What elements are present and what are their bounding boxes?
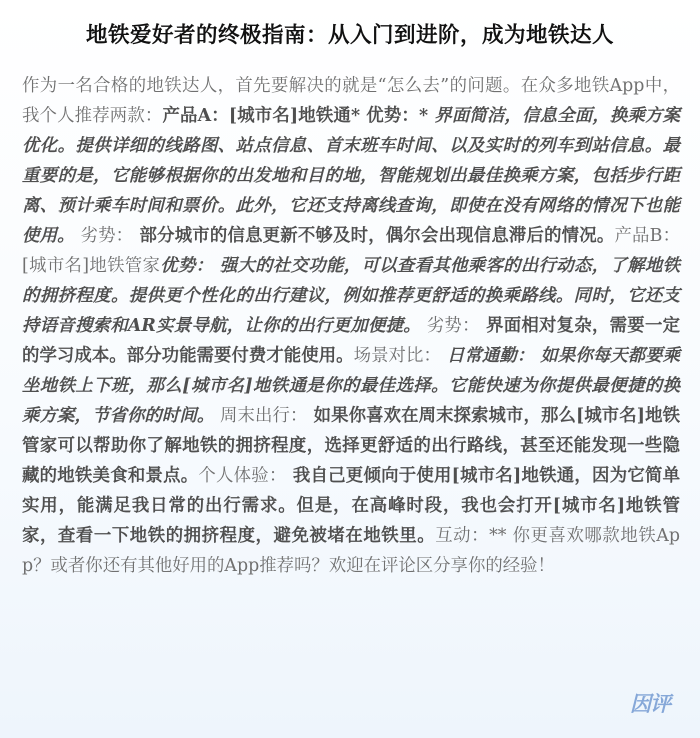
article-text-segment: 个人体验： (198, 466, 287, 486)
article-text-segment: 产品A：[城市名]地铁通* 优势： (162, 106, 419, 126)
article-body (22, 71, 680, 581)
article-text-segment: 劣势： (420, 316, 480, 336)
article-text-segment: 周末出行： (214, 406, 308, 426)
article-text-segment: 我自己更倾向于使用[城市名]地铁通，因为它简单实用，能满足我日常的出行需求。但是，在高峰时段，我也会打开[城市名]地铁管家，查看一下地铁的拥挤程度，避免被堵在地铁里。 (22, 466, 680, 546)
brand-logo: 因评 (630, 692, 670, 716)
article-text-segment: 互动：** 你更喜欢哪款地铁App？或者你还有其他好用的App推荐吗？欢迎在评论区分享你的经验！ (22, 526, 680, 576)
article-text-segment: 部分城市的信息更新不够及时，偶尔会出现信息滞后的情况。 (133, 226, 615, 246)
article-text-segment: 如果你喜欢在周末探索城市，那么[城市名]地铁管家可以帮助你了解地铁的拥挤程度，选择更舒适的出行路线，甚至还能发现一些隐藏的地铁美食和景点。 (22, 406, 680, 486)
article-text-segment: 作为一名合格的地铁达人，首先要解决的就是“怎么去”的问题。在众多地铁App中，我个人推荐两款： (22, 76, 680, 126)
article-text-segment: 场景对比： (353, 346, 441, 366)
article-text-segment: 劣势： (74, 226, 134, 246)
article-text-segment: * 界面简洁，信息全面，换乘方案优化。提供详细的线路图、站点信息、首末班车时间、以及实时的列车到站信息。最重要的是，它能够根据你的出发地和目的地，智能规划出最佳换乘方案，包括步行距离、预计乘车时间和票价。此外，它还支持离线查询，即使在没有网络的情况下也能使用。 (22, 106, 680, 246)
article-text-segment: 日常通勤： 如果你每天都要乘坐地铁上下班，那么[城市名]地铁通是你的最佳选择。它能快速为你提供最便捷的换乘方案，节省你的时间。 (22, 346, 680, 426)
article-text-segment: 界面相对复杂，需要一定的学习成本。部分功能需要付费才能使用。 (22, 316, 680, 366)
article-text-segment: 产品B：[城市名]地铁管家 (22, 226, 681, 276)
article-text-segment: 优势： 强大的社交功能，可以查看其他乘客的出行动态，了解地铁的拥挤程度。提供更个性化的出行建议，例如推荐更舒适的换乘路线。同时，它还支持语音搜索和AR实景导航，让你的出行更加便捷。 (22, 256, 680, 336)
page-title: 地铁爱好者的终极指南：从入门到进阶，成为地铁达人 (85, 23, 614, 48)
